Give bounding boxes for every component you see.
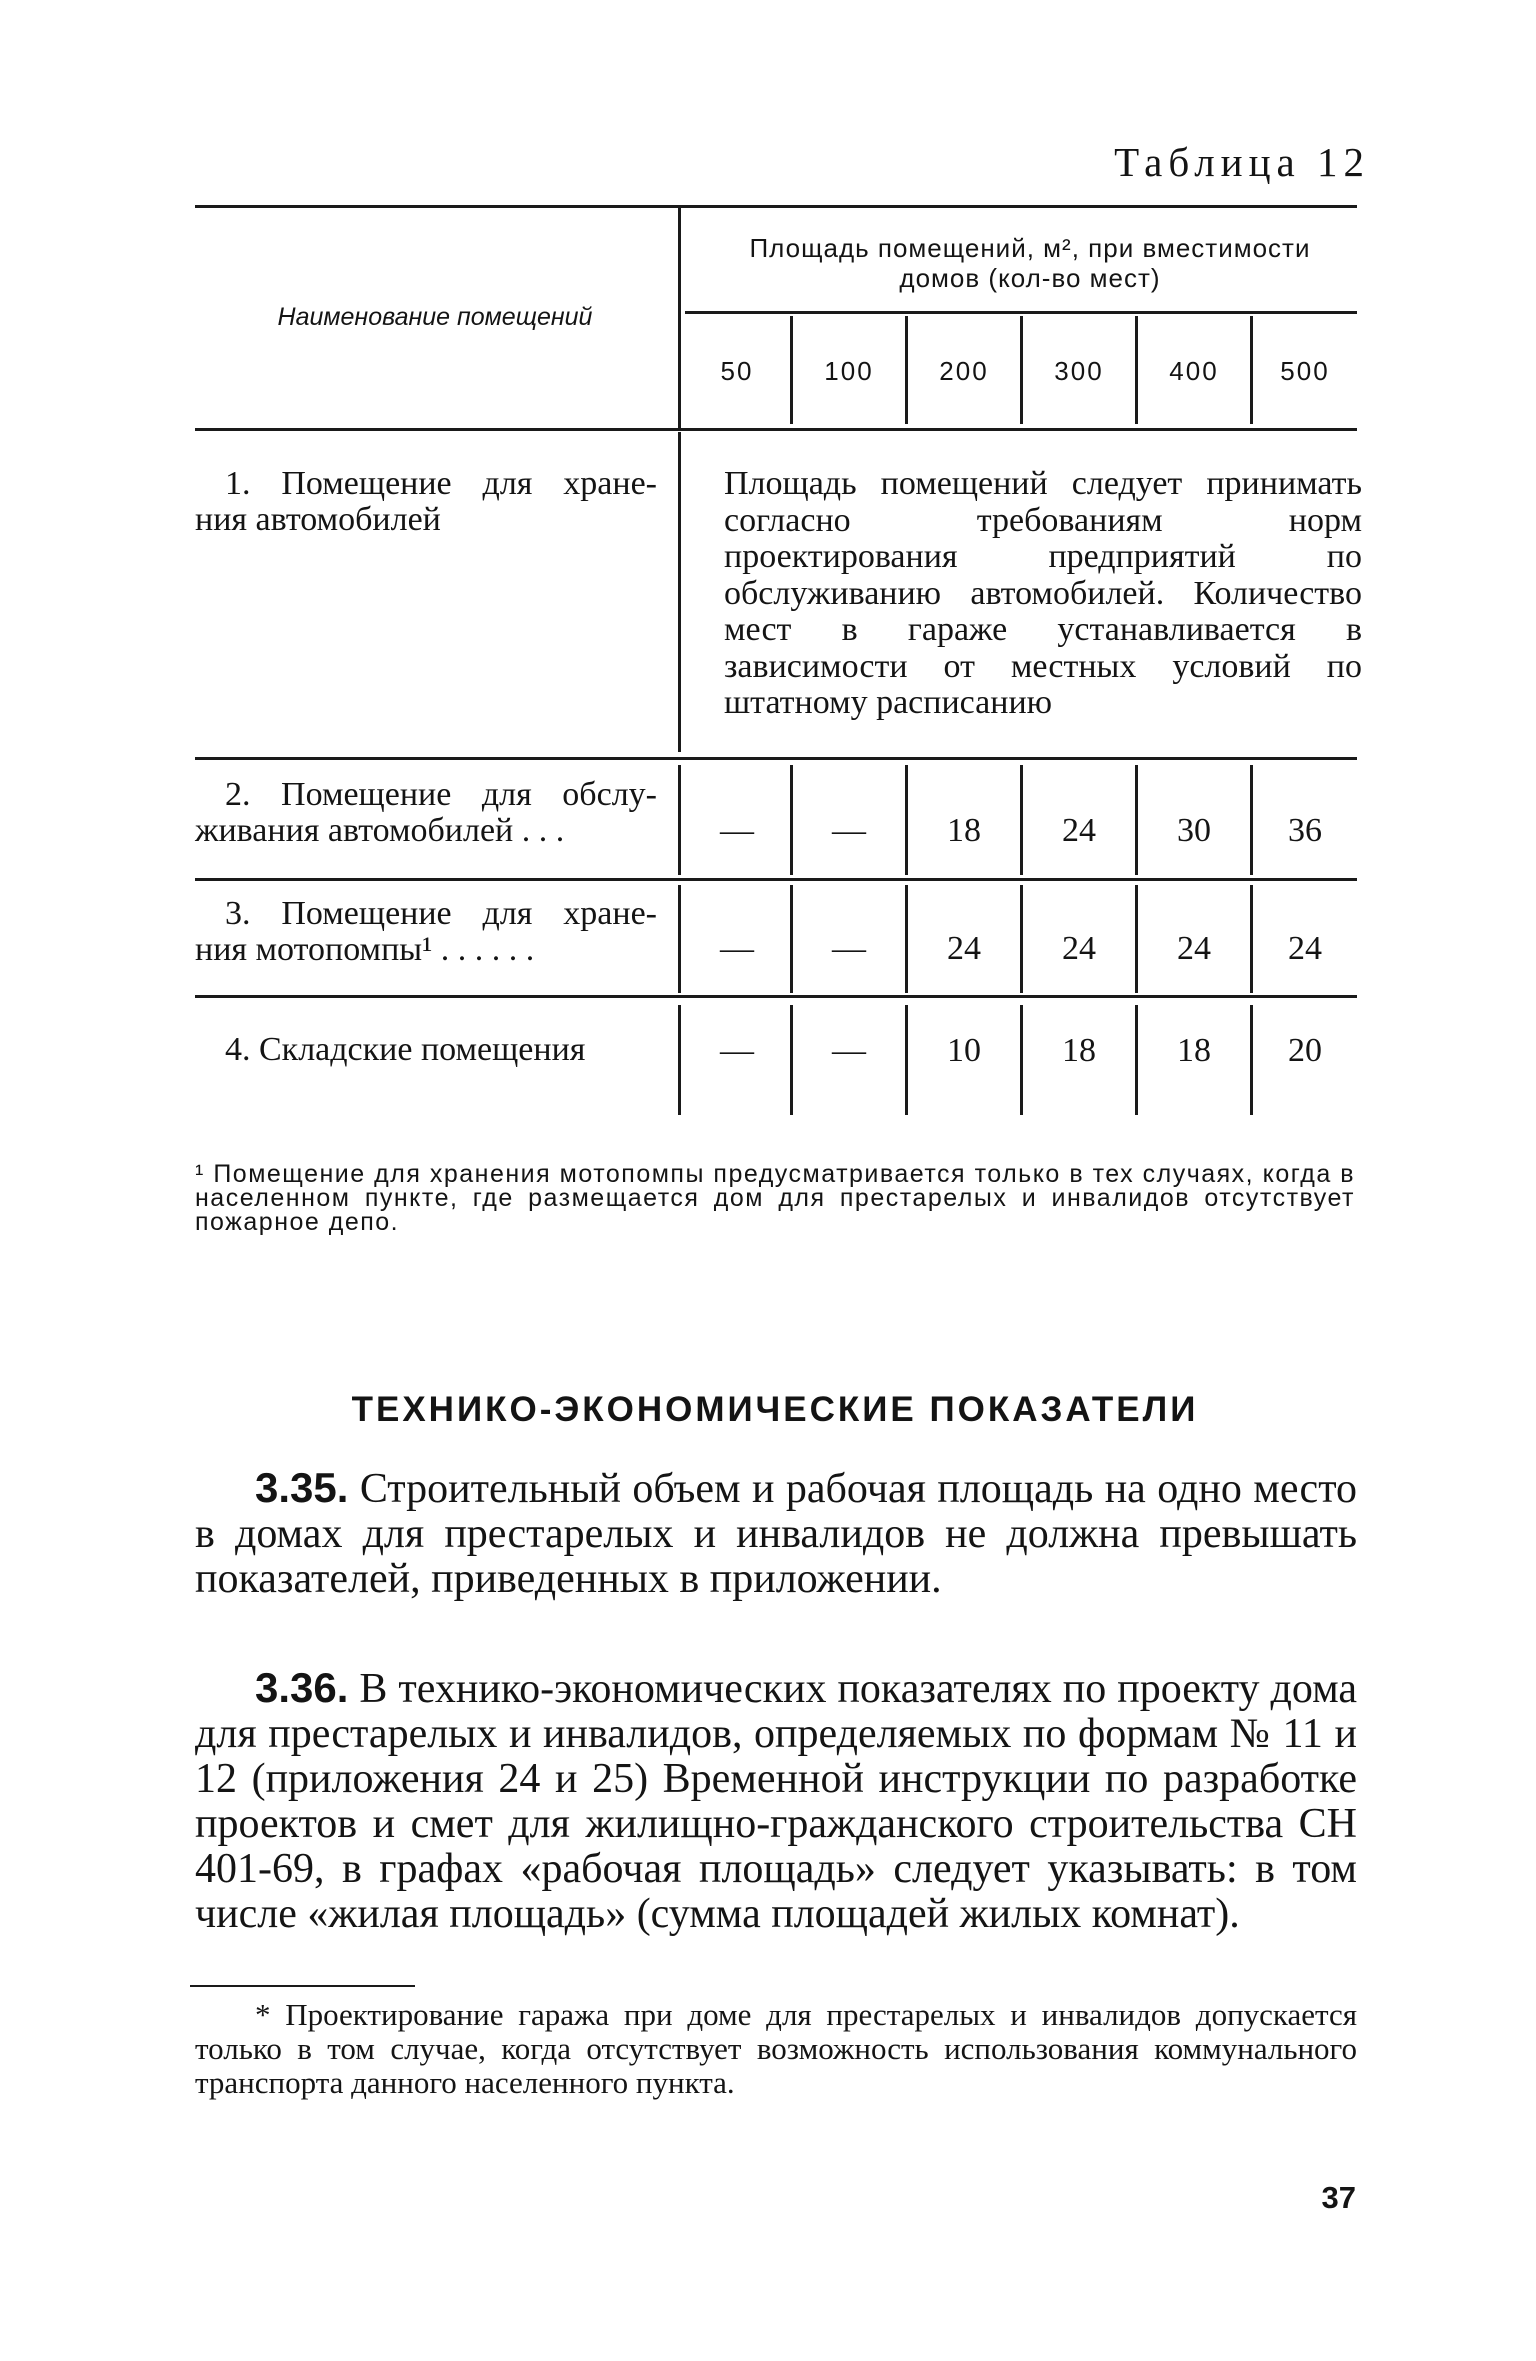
page-footnote-text: * Проектирование гаража при доме для престарелых и инвалидов допускается только в том случае, когда отсутствует возможность использования коммунального транспорта данного населенного пункта. <box>195 1997 1357 2100</box>
row-name <box>195 777 657 849</box>
capacity-300: 300 <box>1054 356 1104 386</box>
paragraph-3-36 <box>195 1665 1357 1937</box>
area-header-line2: домов (кол-во мест) <box>899 263 1161 293</box>
cell-value: 24 <box>947 930 981 967</box>
row-name-line2: ния автомобилей <box>195 501 441 538</box>
cell-value: 24 <box>1062 930 1096 967</box>
capacity-200: 200 <box>939 356 989 386</box>
section-heading: ТЕХНИКО-ЭКОНОМИЧЕСКИЕ ПОКАЗАТЕЛИ <box>351 1390 1199 1429</box>
cell-value: — <box>832 812 866 849</box>
table-footnote: ¹ Помещение для хранения мотопомпы предусматривается только в тех случаях, когда в населенном пункте, где размещается дом для престарелых и инвалидов отсутствует пожарное депо. <box>195 1160 1355 1236</box>
divider-v-header <box>678 208 681 428</box>
paragraph-text: Строительный объем и рабочая площадь на одно место в домах для престарелых и инвалидов не должна превышать показателей, приведенных в приложении. <box>195 1466 1358 1602</box>
paragraph-3-35 <box>195 1465 1357 1602</box>
cell-value: — <box>720 812 754 849</box>
row1-note: Площадь помещений следует принимать согласно требованиям норм проектирования предприятий по обслуживанию автомобилей. Количество мест в гараже устанавливается в зависимости от местных условий по штатному расписанию <box>724 465 1362 721</box>
paragraph-text: В технико-экономических показателях по проекту дома для престарелых и инвалидов, определяемых по формам № 11 и 12 (приложения 24 и 25) Временной инструкции по разработке проектов и смет для жилищно-гражданского строительства СН 401-69, в графах «рабочая площадь» следует указывать: в том числе «жилая площадь» (сумма площадей жилых комнат). <box>195 1666 1357 1937</box>
cell-value: 18 <box>947 812 981 849</box>
cell-value: — <box>720 1032 754 1069</box>
area-header <box>690 233 1370 293</box>
divider-v-row4 <box>678 1005 681 1115</box>
cell-value: — <box>832 930 866 967</box>
footnote-rule <box>190 1985 415 1987</box>
row-name-line1: 1. Помещение для хране- <box>225 465 657 502</box>
table-caption: Таблица 12 <box>1114 139 1370 185</box>
header-sub-rule <box>685 311 1357 314</box>
page-footnote <box>195 1998 1357 2100</box>
cell-value: 24 <box>1288 930 1322 967</box>
row-name <box>225 1032 657 1068</box>
row-name-line2: ния мотопомпы¹ . . . . . . <box>195 931 535 968</box>
row-rule-1 <box>195 757 1357 760</box>
cell-value: 36 <box>1288 812 1322 849</box>
cell-value: — <box>832 1032 866 1069</box>
row-name-line1: 3. Помещение для хране- <box>225 895 657 932</box>
cell-value: 20 <box>1288 1032 1322 1069</box>
capacity-500: 500 <box>1280 356 1330 386</box>
cell-value: 18 <box>1062 1032 1096 1069</box>
page-number: 37 <box>1321 2180 1356 2215</box>
col-name-header: Наименование помещений <box>277 303 593 331</box>
divider-v-row1 <box>678 432 681 752</box>
row-rule-3 <box>195 995 1357 998</box>
row-name <box>195 896 657 968</box>
row-name-line1: 2. Помещение для обслу- <box>225 776 657 813</box>
cell-value: 18 <box>1177 1032 1211 1069</box>
paragraph-number: 3.35. <box>255 1464 349 1511</box>
row-name <box>195 466 657 538</box>
row-name-line2: живания автомобилей . . . <box>195 812 565 849</box>
area-header-line1: Площадь помещений, м², при вместимости <box>749 233 1311 263</box>
capacity-400: 400 <box>1169 356 1219 386</box>
cell-value: 24 <box>1177 930 1211 967</box>
capacity-50: 50 <box>720 356 754 386</box>
cell-value: — <box>720 930 754 967</box>
row-name-line1: 4. Складские помещения <box>225 1031 586 1068</box>
cell-value: 30 <box>1177 812 1211 849</box>
cell-value: 10 <box>947 1032 981 1069</box>
header-bottom-rule <box>195 428 1357 431</box>
divider-v-row3 <box>678 885 681 993</box>
paragraph-number: 3.36. <box>255 1664 349 1711</box>
table-top-rule <box>195 205 1357 208</box>
capacity-100: 100 <box>824 356 874 386</box>
divider-v-row2 <box>678 765 681 875</box>
row-rule-2 <box>195 878 1357 881</box>
cell-value: 24 <box>1062 812 1096 849</box>
